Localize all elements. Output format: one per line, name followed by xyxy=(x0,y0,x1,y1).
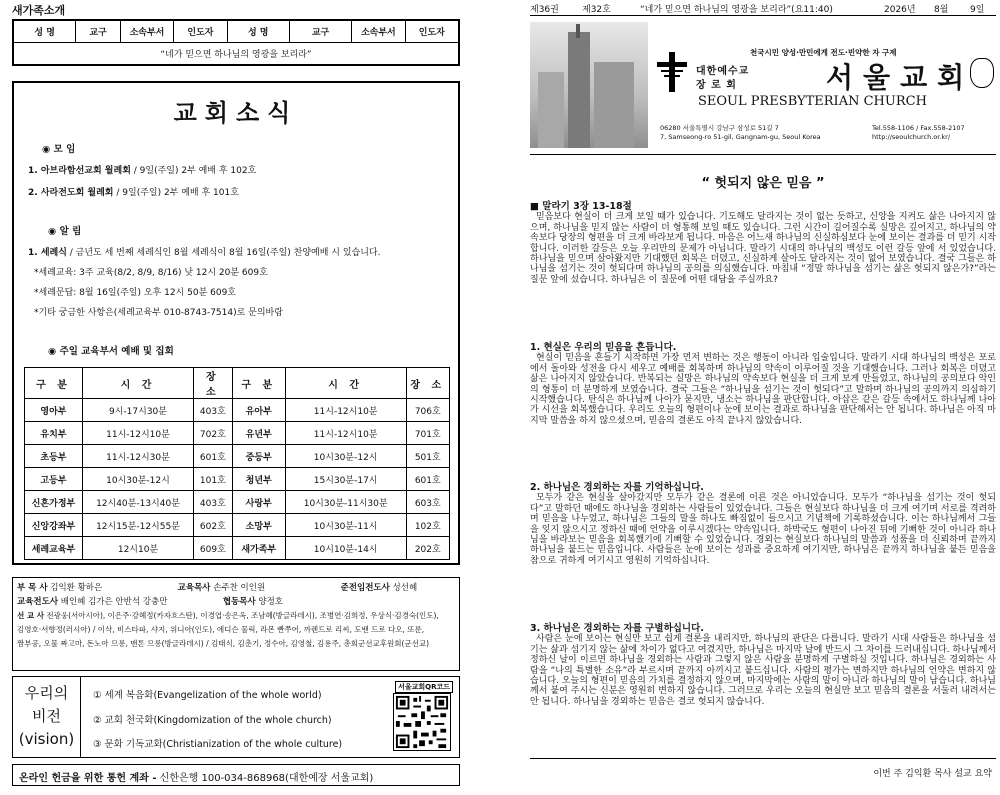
table-cell: 중등부 xyxy=(232,445,285,468)
church-seal-icon xyxy=(970,58,994,88)
table-cell: 유년부 xyxy=(232,422,285,445)
missionary-row: 선 교 사 전광웅(서아시아), 이은주·강혜정(카자흐스탄), 이경엽·송은옥, 조남혜(방글라데시), 조병연·김희정, 우상식·김경숙(인도), xyxy=(17,611,439,620)
table-cell: 102호 xyxy=(406,514,449,537)
table-header: 인도자 xyxy=(174,21,227,43)
divider xyxy=(530,154,996,155)
vision-item: ① 세계 복음화(Evangelization of the whole world) xyxy=(93,690,322,701)
table-cell: 702호 xyxy=(194,422,233,445)
table-cell: 초등부 xyxy=(25,445,83,468)
sermon-paragraph: 믿음보다 현실이 더 크게 보일 때가 있습니다. 기도해도 달라지는 것이 없는 듯하고, 신앙을 지켜도 삶은 나아지지 않으며, 하나님을 믿지 않는 사람이 더 형통해 보일 때도 있습니다. 그런 시간이 길어질수록 실망은 깊어지고, 하나님의 약속보다 당장의 형편을 더 크게 바라보게 됩니다. 마음은 어느새 하나님의 신실하심보다 눈에 보이는 결과를 더 믿기 시작합니다. 이러한 갈등은 오늘 우리만의 문제가 아닙니다. 말라기 시대의 하나님의 백성도 이런 갈등 앞에 서 있었습니다. 하나님을 믿으며 살아왔지만 기대했던 회복은 더뎠고, 신실하게 살아도 달라지는 것이 없어 보였습니다. 결국 그들은 하나님을 섬기는 것이 헛되다며 하나님의 공의를 의심했습니다. 마침내 “정말 하나님을 섬기는 삶은 헛되지 않은가?”라는 질문 앞에 섰습니다. 하나님은 이 질문에 어떤 대답을 주실까요? xyxy=(530,212,996,285)
table-cell: 601호 xyxy=(406,468,449,491)
new-family-title: 새가족소개 xyxy=(12,4,66,17)
table-header: 성 명 xyxy=(227,21,289,43)
new-family-table xyxy=(12,19,460,66)
point-heading: 1. 현실은 우리의 믿음을 흔듭니다. xyxy=(530,342,677,353)
table-cell: 609호 xyxy=(194,537,233,560)
missionary-row: 김영호·서향정(러시아) / 이삭, 비스타파, 샤지, 위니아(인도), 에디슨 물릭, 라몬 빤쭈어, 까렌드로 리씨, 도밴 드로 다오, 또룬, xyxy=(17,625,425,634)
church-tagline: 천국시민 양성·만민에게 전도·빈약한 자 구제 xyxy=(750,48,897,57)
sermon-intro xyxy=(530,202,996,285)
notices-heading: ◉ 알 림 xyxy=(48,226,82,237)
notice-item: *기타 궁금한 사항은(세례교육부 010-8743-7514)로 문의바람 xyxy=(34,308,283,318)
year: 2026년 xyxy=(884,5,916,15)
table-cell: 유아부 xyxy=(232,399,285,422)
table-cell: 신혼가정부 xyxy=(25,491,83,514)
volume: 제36권 xyxy=(530,5,559,15)
table-row xyxy=(14,21,459,43)
staff-row: 교육전도사 배인혜 김가은 안반석 강충만 협동목사 양정호 xyxy=(17,597,284,607)
table-row xyxy=(25,399,450,422)
point-heading: 3. 하나님은 경외하는 자를 구별하십니다. xyxy=(530,623,704,634)
table-cell: 10시30분-12시 xyxy=(285,445,406,468)
vision-item: ② 교회 천국화(Kingdomization of the whole church) xyxy=(93,715,332,726)
church-news-title: 교회소식 xyxy=(173,98,299,127)
sermon-paragraph: 모두가 같은 현실을 살아갔지만 모두가 같은 결론에 이른 것은 아니었습니다. 모두가 “하나님을 섬기는 것이 헛되다”고 말하던 때에도 하나님을 경외하는 사람들이 있었습니다. 그들은 현실보다 하나님을 더 크게 여기며 서로를 격려하며 믿음을 나누었고, 하나님은 그들의 말을 하나도 빠짐없이 들으시고 기념책에 기록하셨습니다. 이는 하나님께서 그들을 잊지 않으시고 정하신 때에 언약을 이루시겠다는 약속입니다. 하박국도 형편이 나아진 뒤에 기뻐한 것이 아니라 하나님을 바라보는 믿음을 회복했기에 기뻐할 수 있었습니다. 경외는 현실보다 하나님의 말씀과 성품을 더 신뢰하며 끝까지 하나님을 붙드는 믿음입니다. 사람들은 눈에 보이는 성과를 중요하게 여기지만, 하나님은 끝까지 하나님을 붙든 믿음을 참으로 귀하게 여기시고 영원히 기억하십니다. xyxy=(530,493,996,566)
motto: “네가 믿으면 하나님의 영광을 보리라” xyxy=(14,43,459,65)
header-motto: “네가 믿으면 하나님의 영광을 보리라”(요11:40) xyxy=(640,5,833,15)
table-header: 시 간 xyxy=(82,368,193,399)
table-cell: 11시-12시10분 xyxy=(285,399,406,422)
table-cell: 602호 xyxy=(194,514,233,537)
table-cell: 영아부 xyxy=(25,399,83,422)
table-header: 시 간 xyxy=(285,368,406,399)
table-cell: 11시-12시10분 xyxy=(82,422,193,445)
missionary-row: 짬부공, 오물 짜고마, 돈노아 므롱, 맨톤 므롱(방글라데시) / 김태식, 김춘기, 정수아, 김영철, 김용주, 총회군선교후원회(군선교) xyxy=(17,639,430,648)
divider xyxy=(530,758,996,759)
vision-item: ③ 문화 기독교화(Christianization of the whole culture) xyxy=(93,739,343,750)
church-cross-logo-icon xyxy=(655,52,689,92)
issue: 제32호 xyxy=(582,5,611,15)
notice-item: 1. 세례식 / 금년도 세 번째 세례식인 8월 세례식이 8월 16일(주일) 찬양예배 시 있습니다. xyxy=(28,248,381,258)
vision-heading: 우리의 비전 (vision) xyxy=(13,677,81,757)
table-cell: 10시30분-11시 xyxy=(285,514,406,537)
table-header: 인도자 xyxy=(405,21,458,43)
table-cell: 고등부 xyxy=(25,468,83,491)
table-cell: 601호 xyxy=(194,445,233,468)
month: 8월 xyxy=(934,5,949,15)
sermon-title: “ 헛되지 않은 믿음 ” xyxy=(701,176,825,191)
table-cell: 소망부 xyxy=(232,514,285,537)
church-contact: Tel.558-1106 / Fax.558-2107 http://seoulchurch.or.kr/ xyxy=(872,124,965,141)
church-news-box xyxy=(12,81,460,565)
church-address: 06280 서울특별시 강남구 삼성로 51길 7 7, Samseong-ro 51-gil, Gangnam-gu, Seoul Korea xyxy=(660,124,821,141)
table-cell: 202호 xyxy=(406,537,449,560)
table-header: 구 분 xyxy=(25,368,83,399)
day: 9일 xyxy=(970,5,985,15)
table-header: 성 명 xyxy=(14,21,76,43)
table-row xyxy=(25,514,450,537)
qr-label: 서울교회QR코드 xyxy=(395,681,453,693)
meeting-item: 1. 아브라함선교회 월례회 / 9일(주일) 2부 예배 후 102호 xyxy=(28,166,257,176)
notice-item: *세례문답: 8월 16일(주일) 오후 12시 50분 609호 xyxy=(34,288,237,298)
table-cell: 10시30분-12시 xyxy=(82,468,193,491)
table-header: 장 소 xyxy=(406,368,449,399)
table-cell: 11시-12시30분 xyxy=(82,445,193,468)
table-cell: 청년부 xyxy=(232,468,285,491)
table-header: 소속부서 xyxy=(352,21,405,43)
table-row xyxy=(25,445,450,468)
point-heading: 2. 하나님은 경외하는 자를 기억하십니다. xyxy=(530,482,704,493)
table-row xyxy=(25,368,450,399)
table-row xyxy=(25,422,450,445)
church-name: 서울교회 xyxy=(826,61,975,94)
sermon-paragraph: 사람은 눈에 보이는 현실만 보고 쉽게 결론을 내리지만, 하나님의 판단은 다릅니다. 말라기 시대 사람들은 하나님을 섬기는 삶과 섬기지 않는 삶에 차이가 없다고 여겼지만, 하나님은 마지막 날에 반드시 그 차이를 드러내십니다. 하나님께서 정하신 날이 이르면 하나님을 경외하는 사람과 그렇지 않은 사람을 분명하게 구별하실 것입니다. 하나님은 경외하는 사람을 “나의 특별한 소유”라 부르시며 끝까지 아끼시고 붙드십니다. 사람의 평가는 변하지만 하나님의 언약은 변하지 않습니다. 오늘의 형편이 믿음의 가치를 결정하지 않으며, 마지막에는 사람의 말이 아니라 하나님의 말이 남습니다. 하나님께서 붙여 주시는 신분은 영원히 변하지 않습니다. 그러므로 우리는 오늘의 현실만 보고 믿음의 결론을 서둘러 내려서는 안 됩니다. 하나님을 경외하는 믿음은 결코 헛되지 않습니다. xyxy=(530,634,996,707)
staff-box xyxy=(12,577,460,671)
sermon-point-2 xyxy=(530,483,996,566)
table-cell: 603호 xyxy=(406,491,449,514)
table-cell: 12시10분 xyxy=(82,537,193,560)
table-cell: 15시30분-17시 xyxy=(285,468,406,491)
table-cell: 11시-12시10분 xyxy=(285,422,406,445)
table-cell: 세례교육부 xyxy=(25,537,83,560)
left-page xyxy=(0,0,470,795)
church-english-name: SEOUL PRESBYTERIAN CHURCH xyxy=(698,94,927,109)
table-cell: 101호 xyxy=(194,468,233,491)
table-cell: 403호 xyxy=(194,491,233,514)
table-cell: 새가족부 xyxy=(232,537,285,560)
table-header: 교구 xyxy=(289,21,351,43)
denomination-line2: 장 로 회 xyxy=(696,80,737,91)
notice-item: *세례교육: 3주 교육(8/2, 8/9, 8/16) 낮 12시 20분 609호 xyxy=(34,268,268,278)
table-cell: 701호 xyxy=(406,422,449,445)
table-cell: 12시15분-12시55분 xyxy=(82,514,193,537)
table-header: 교구 xyxy=(76,21,121,43)
table-row xyxy=(25,468,450,491)
denomination-line1: 대한예수교 xyxy=(696,66,750,77)
table-header: 소속부서 xyxy=(120,21,173,43)
table-cell: 10시30분-11시30분 xyxy=(285,491,406,514)
table-header: 장 소 xyxy=(194,368,233,399)
meetings-heading: ◉ 모 임 xyxy=(42,144,76,155)
sermon-footer: 이번 주 김익환 목사 설교 요약 xyxy=(873,769,992,779)
meeting-item: 2. 사라전도회 월례회 / 9일(주일) 2부 예배 후 101호 xyxy=(28,188,239,198)
divider xyxy=(530,15,996,16)
scripture-reference: ■ 말라기 3장 13-18절 xyxy=(530,201,632,212)
church-building-photo xyxy=(530,22,648,148)
table-cell: 706호 xyxy=(406,399,449,422)
right-page xyxy=(530,0,996,795)
sermon-paragraph: 현실이 믿음을 흔들기 시작하면 가장 먼저 변하는 것은 행동이 아니라 입술입니다. 말라기 시대 하나님의 백성은 포로에서 돌아와 성전을 다시 세우고 예배를 회복하며 하나님의 약속이 이루어질 것을 기대했습니다. 그러나 회복은 더뎠고 삶은 나아지지 않았습니다. 반복되는 실망은 하나님의 약속보다 현실을 더 크게 보게 만들었고, 하나님의 공의보다 악인의 형통이 더 분명하게 보였습니다. 결국 그들은 “하나님을 섬기는 것이 헛되다”고 말하며 하나님의 공의까지 의심하기 시작했습니다. 탄식은 하나님께 나아가 묻지만, 냉소는 하나님을 판단합니다. 아삽은 같은 갈등 속에서도 하나님께 나아가 시선을 회복했습니다. 우리도 오늘의 형편이나 눈에 보이는 결과로 하나님을 판단해서는 안 됩니다. 하나님은 아직 마지막 말씀을 하지 않으셨으며, 믿음의 결론도 아직 끝나지 않았습니다. xyxy=(530,353,996,426)
edu-schedule-table xyxy=(24,367,450,560)
sermon-point-1 xyxy=(530,343,996,426)
table-cell: 501호 xyxy=(406,445,449,468)
edu-heading: ◉ 주일 교육부서 예배 및 집회 xyxy=(48,346,174,357)
table-cell: 12시40분-13시40분 xyxy=(82,491,193,514)
qr-code-icon[interactable] xyxy=(393,693,451,751)
online-offering-account: 온라인 헌금을 위한 통헌 계좌 - 신한은행 100-034-868968(대한예장 서울교회) xyxy=(12,764,460,786)
table-cell: 신앙강좌부 xyxy=(25,514,83,537)
table-header: 구 분 xyxy=(232,368,285,399)
table-row xyxy=(25,537,450,560)
table-cell: 사랑부 xyxy=(232,491,285,514)
vision-box xyxy=(12,676,460,758)
table-cell: 403호 xyxy=(194,399,233,422)
table-cell: 10시10분-14시 xyxy=(285,537,406,560)
table-row xyxy=(25,491,450,514)
table-cell: 9시-17시30분 xyxy=(82,399,193,422)
table-cell: 유치부 xyxy=(25,422,83,445)
staff-row: 부 목 사 김익환 황하은 교육목사 손주찬 이인원 준전임전도사 성선혜 xyxy=(17,583,418,593)
table-row xyxy=(14,43,459,65)
sermon-point-3 xyxy=(530,624,996,707)
